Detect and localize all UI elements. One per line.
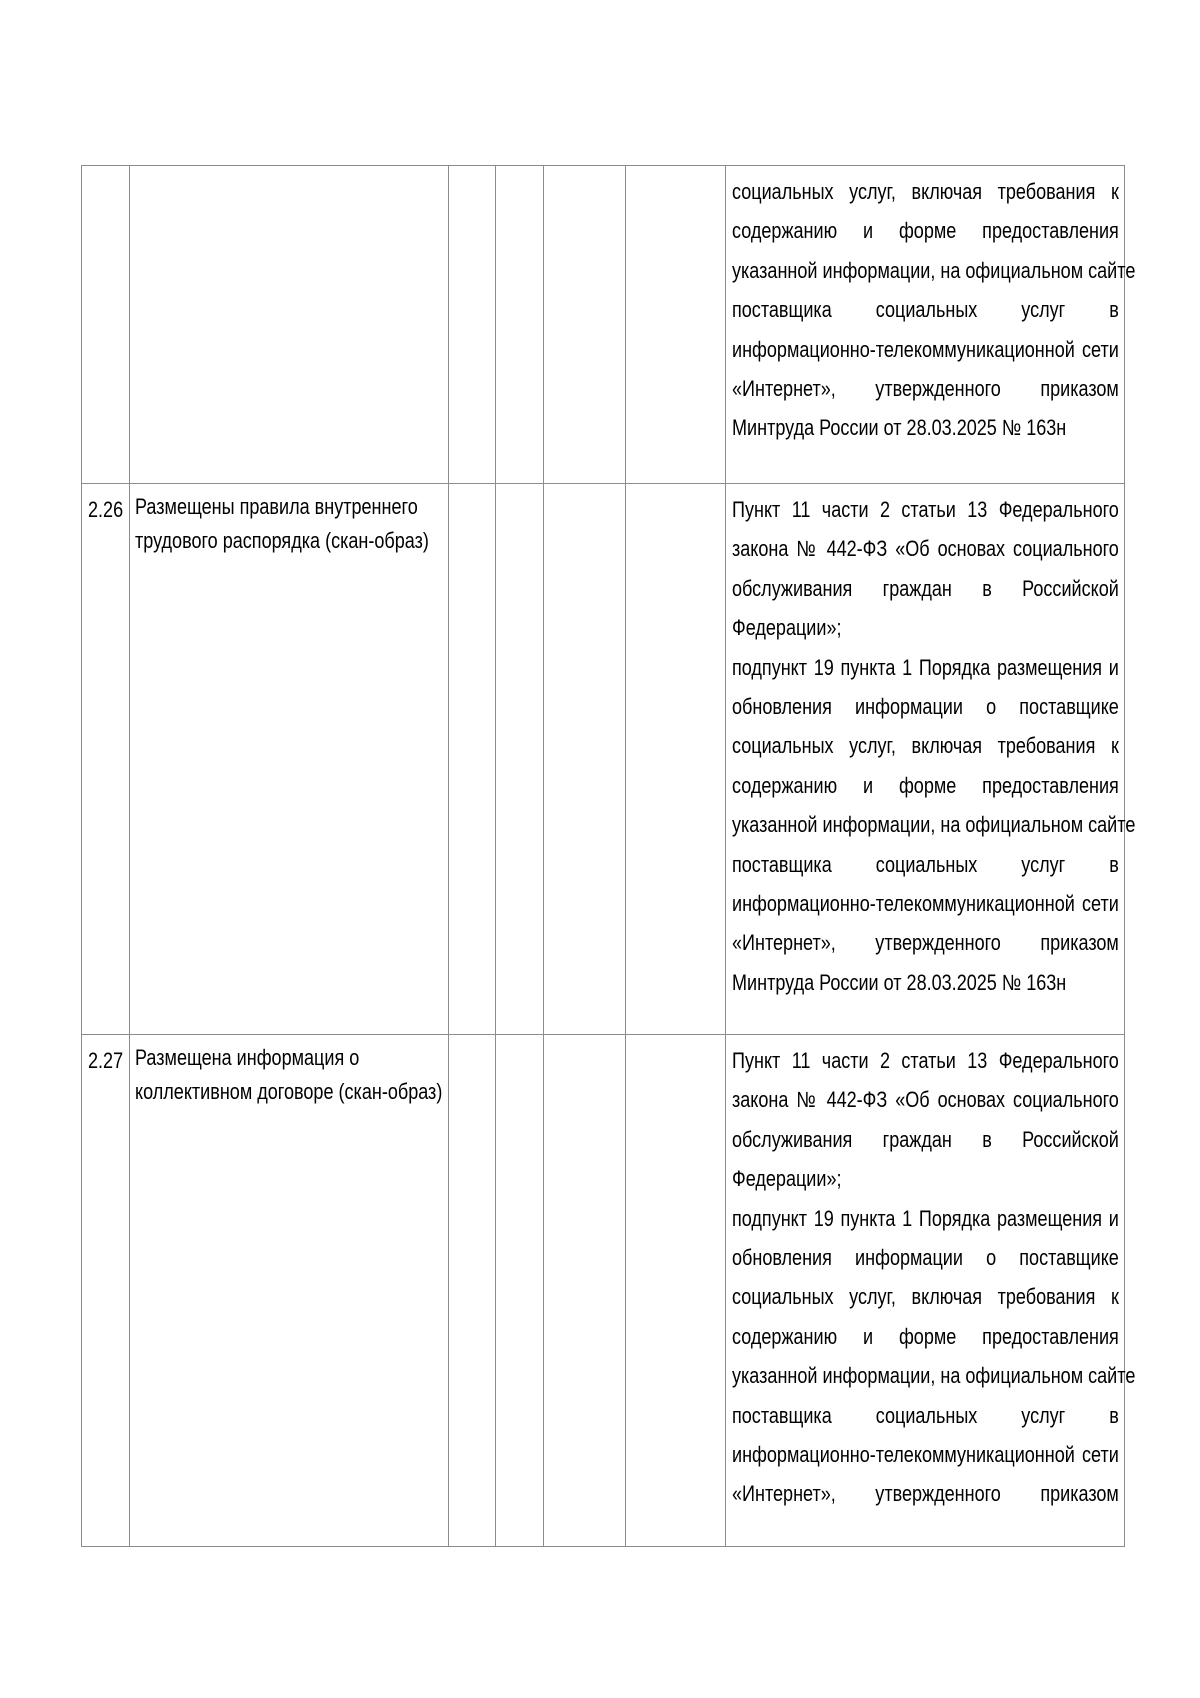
legal-basis-line: поставщика социальных услуг в <box>732 297 1119 323</box>
legal-basis-line: обновления информации о поставщике <box>732 693 1119 719</box>
legal-basis-line: информационно-телекоммуникационной сети <box>732 336 1119 362</box>
table-row <box>82 484 1125 1035</box>
legal-basis-line: обслуживания граждан в Российской <box>732 575 1119 601</box>
requirement-name-cell: Размещена информация о коллективном договоре (скан-образ) <box>130 1035 449 1547</box>
legal-basis-line: Федерации»; <box>732 1166 842 1192</box>
legal-basis-line: подпункт 19 пункта 1 Порядка размещения и <box>732 1205 1119 1231</box>
requirements-table <box>81 165 1136 1547</box>
legal-basis-line: Минтруда России от 28.03.2025 № 163н <box>732 415 1067 441</box>
empty-cell <box>544 166 626 484</box>
legal-basis-line: обновления информации о поставщике <box>732 1244 1119 1270</box>
empty-cell <box>496 1035 544 1547</box>
legal-basis-line: содержанию и форме предоставления <box>732 772 1119 798</box>
legal-basis-line: поставщика социальных услуг в <box>732 1402 1119 1428</box>
empty-cell <box>496 166 544 484</box>
legal-basis-line: «Интернет», утвержденного приказом <box>732 375 1119 401</box>
legal-basis-line: социальных услуг, включая требования к <box>732 733 1119 759</box>
legal-basis-line: Федерации»; <box>732 615 842 641</box>
legal-basis-line: подпункт 19 пункта 1 Порядка размещения и <box>732 654 1119 680</box>
legal-basis-line: информационно-телекоммуникационной сети <box>732 1441 1119 1467</box>
row-number-cell: 2.26 <box>82 484 130 1035</box>
empty-cell <box>496 484 544 1035</box>
row-number-cell: 2.27 <box>82 1035 130 1547</box>
legal-basis-line: указанной информации, на официальном сайте <box>732 257 1136 283</box>
row-number-cell <box>82 166 130 484</box>
empty-cell <box>626 1035 726 1547</box>
empty-cell <box>449 166 496 484</box>
requirement-name-cell <box>130 166 449 484</box>
empty-cell <box>626 166 726 484</box>
legal-basis-line: социальных услуг, включая требования к <box>732 1284 1119 1310</box>
legal-basis-line: закона № 442-ФЗ «Об основах социального <box>732 1087 1119 1113</box>
legal-basis-cell <box>726 1035 1136 1547</box>
legal-basis-line: информационно-телекоммуникационной сети <box>732 890 1119 916</box>
legal-basis-line: закона № 442-ФЗ «Об основах социального <box>732 536 1119 562</box>
legal-basis-cell <box>726 484 1136 1035</box>
legal-basis-line: Пункт 11 части 2 статьи 13 Федерального <box>732 1048 1119 1073</box>
legal-basis-line: социальных услуг, включая требования к <box>732 179 1119 204</box>
empty-cell <box>449 1035 496 1547</box>
legal-basis-line: указанной информации, на официальном сайте <box>732 812 1136 838</box>
legal-basis-line: Пункт 11 части 2 статьи 13 Федерального <box>732 497 1119 522</box>
legal-basis-cell <box>726 166 1136 484</box>
requirement-name-cell: Размещены правила внутреннего трудового распорядка (скан-образ) <box>130 484 449 1035</box>
legal-basis-line: Минтруда России от 28.03.2025 № 163н <box>732 969 1067 995</box>
empty-cell <box>626 484 726 1035</box>
empty-cell <box>544 1035 626 1547</box>
legal-basis-line: обслуживания граждан в Российской <box>732 1126 1119 1152</box>
legal-basis-line: содержанию и форме предоставления <box>732 218 1119 244</box>
legal-basis-line: содержанию и форме предоставления <box>732 1323 1119 1349</box>
legal-basis-line: поставщика социальных услуг в <box>732 851 1119 877</box>
legal-basis-line: указанной информации, на официальном сайте <box>732 1363 1136 1389</box>
table-row <box>82 166 1125 484</box>
empty-cell <box>449 484 496 1035</box>
table-row <box>82 1035 1125 1547</box>
empty-cell <box>544 484 626 1035</box>
legal-basis-line: «Интернет», утвержденного приказом <box>732 930 1119 956</box>
legal-basis-line: «Интернет», утвержденного приказом <box>732 1481 1119 1507</box>
